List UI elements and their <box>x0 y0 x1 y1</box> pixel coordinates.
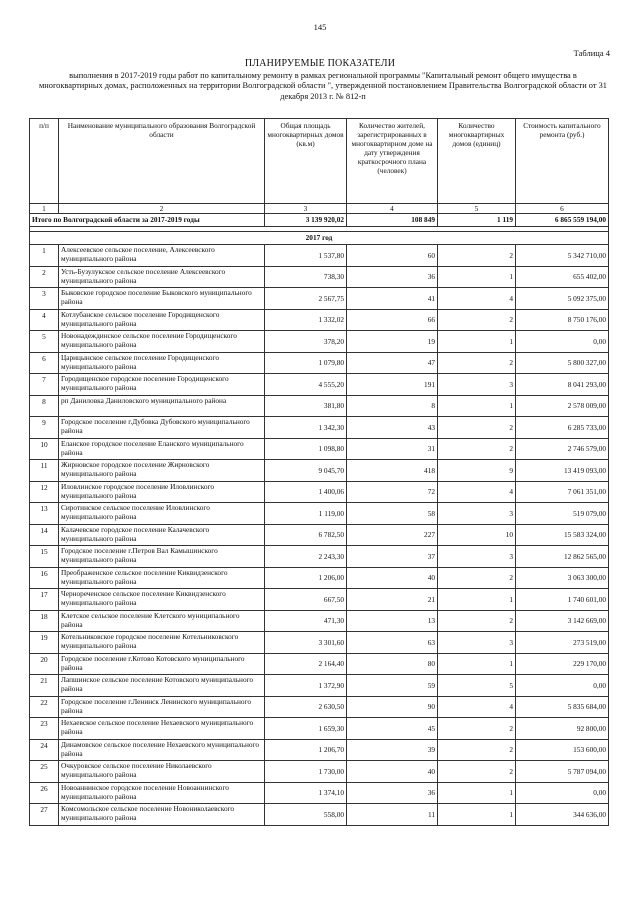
cost-value: 0,00 <box>516 675 609 697</box>
houses-value: 2 <box>438 309 516 331</box>
residents-value: 72 <box>347 481 438 503</box>
table-row <box>30 503 609 525</box>
document-subtitle: выполнения в 2017-2019 годы работ по капитальному ремонту в рамках региональной программы "Капитальный ремонт общего имущества в многоквартирных домах, расположенных на территории Волгоградской области ", утвержденной постановлением Правительства Волгоградской области от 31 декабря 2013 г. № 812-п <box>38 71 607 101</box>
row-number: 11 <box>30 460 59 482</box>
area-value: 381,80 <box>265 395 347 417</box>
municipality-name: Быковское городское поселение Быковского муниципального района <box>59 288 265 310</box>
municipality-name: Динамовское сельское поселение Нехаевского муниципального района <box>59 739 265 761</box>
cost-value: 519 079,00 <box>516 503 609 525</box>
row-number: 23 <box>30 718 59 740</box>
residents-value: 191 <box>347 374 438 396</box>
area-value: 1 206,00 <box>265 567 347 589</box>
row-number: 27 <box>30 804 59 826</box>
residents-value: 60 <box>347 245 438 267</box>
table-row <box>30 374 609 396</box>
column-number: 6 <box>516 204 609 214</box>
municipality-name: Городское поселение г.Ленинск Ленинского муниципального района <box>59 696 265 718</box>
municipality-name: Городское поселение г.Петров Вал Камышинского муниципального района <box>59 546 265 568</box>
table-row <box>30 653 609 675</box>
table-row <box>30 804 609 826</box>
area-value: 1 730,00 <box>265 761 347 783</box>
municipality-name: Чернореченское сельское поселение Киквидзенского муниципального района <box>59 589 265 611</box>
row-number: 12 <box>30 481 59 503</box>
table-row <box>30 610 609 632</box>
document-title: ПЛАНИРУЕМЫЕ ПОКАЗАТЕЛИ <box>244 58 396 69</box>
area-value: 3 301,60 <box>265 632 347 654</box>
residents-value: 227 <box>347 524 438 546</box>
residents-value: 63 <box>347 632 438 654</box>
row-number: 16 <box>30 567 59 589</box>
column-number: 4 <box>347 204 438 214</box>
row-number: 24 <box>30 739 59 761</box>
table-row <box>30 718 609 740</box>
municipality-name: рп Даниловка Даниловского муниципального района <box>59 395 265 417</box>
residents-value: 13 <box>347 610 438 632</box>
row-number: 3 <box>30 288 59 310</box>
column-number: 5 <box>438 204 516 214</box>
cost-value: 92 800,00 <box>516 718 609 740</box>
column-header-cost: Стоимость капитального ремонта (руб.) <box>516 119 609 204</box>
row-number: 21 <box>30 675 59 697</box>
residents-value: 31 <box>347 438 438 460</box>
residents-value: 11 <box>347 804 438 826</box>
row-number: 2 <box>30 266 59 288</box>
total-cost: 6 865 559 194,00 <box>516 214 609 227</box>
houses-value: 2 <box>438 417 516 439</box>
cost-value: 5 835 684,00 <box>516 696 609 718</box>
municipality-name: Еланское городское поселение Еланского муниципального района <box>59 438 265 460</box>
table-row <box>30 352 609 374</box>
area-value: 1 374,10 <box>265 782 347 804</box>
cost-value: 0,00 <box>516 331 609 353</box>
houses-value: 2 <box>438 739 516 761</box>
page-number: 145 <box>313 22 327 32</box>
area-value: 667,50 <box>265 589 347 611</box>
houses-value: 3 <box>438 632 516 654</box>
residents-value: 66 <box>347 309 438 331</box>
residents-value: 90 <box>347 696 438 718</box>
municipality-name: Клетское сельское поселение Клетского муниципального района <box>59 610 265 632</box>
houses-value: 1 <box>438 653 516 675</box>
houses-value: 3 <box>438 374 516 396</box>
column-header-houses: Количество многоквартирных домов (единиц) <box>438 119 516 204</box>
row-number: 26 <box>30 782 59 804</box>
row-number: 17 <box>30 589 59 611</box>
table-row <box>30 288 609 310</box>
column-header-area: Общая площадь многоквартирных домов (кв.м) <box>265 119 347 204</box>
column-numbers-row <box>30 204 609 214</box>
houses-value: 1 <box>438 589 516 611</box>
houses-value: 3 <box>438 503 516 525</box>
total-label: Итого по Волгоградской области за 2017-2019 годы <box>30 214 265 227</box>
municipality-name: Нехаевское сельское поселение Нехаевского муниципального района <box>59 718 265 740</box>
cost-value: 1 740 601,00 <box>516 589 609 611</box>
municipality-name: Жирновское городское поселение Жирновского муниципального района <box>59 460 265 482</box>
houses-value: 2 <box>438 610 516 632</box>
area-value: 1 098,80 <box>265 438 347 460</box>
table-row <box>30 460 609 482</box>
municipality-name: Калачевское городское поселение Калачевского муниципального района <box>59 524 265 546</box>
table-row <box>30 761 609 783</box>
area-value: 2 567,75 <box>265 288 347 310</box>
residents-value: 418 <box>347 460 438 482</box>
residents-value: 40 <box>347 761 438 783</box>
area-value: 1 079,80 <box>265 352 347 374</box>
houses-value: 9 <box>438 460 516 482</box>
houses-value: 2 <box>438 761 516 783</box>
table-row <box>30 782 609 804</box>
area-value: 378,20 <box>265 331 347 353</box>
municipality-name: Алексеевское сельское поселение, Алексеевского муниципального района <box>59 245 265 267</box>
row-number: 1 <box>30 245 59 267</box>
municipality-name: Лапшинское сельское поселение Котовского муниципального района <box>59 675 265 697</box>
row-number: 5 <box>30 331 59 353</box>
column-header-number: п/п <box>30 119 59 204</box>
row-number: 7 <box>30 374 59 396</box>
column-number: 3 <box>265 204 347 214</box>
houses-value: 1 <box>438 266 516 288</box>
municipality-name: Сиротинское сельское поселение Иловлинского муниципального района <box>59 503 265 525</box>
cost-value: 6 285 733,00 <box>516 417 609 439</box>
table-row <box>30 417 609 439</box>
row-number: 18 <box>30 610 59 632</box>
residents-value: 8 <box>347 395 438 417</box>
table-row <box>30 266 609 288</box>
cost-value: 8 750 176,00 <box>516 309 609 331</box>
cost-value: 5 342 710,00 <box>516 245 609 267</box>
houses-value: 1 <box>438 331 516 353</box>
houses-value: 1 <box>438 782 516 804</box>
houses-value: 2 <box>438 245 516 267</box>
row-number: 25 <box>30 761 59 783</box>
municipality-name: Иловлинское городское поселение Иловлинского муниципального района <box>59 481 265 503</box>
houses-value: 2 <box>438 438 516 460</box>
houses-value: 10 <box>438 524 516 546</box>
table-row <box>30 589 609 611</box>
municipality-name: Котлубанское сельское поселение Городищенского муниципального района <box>59 309 265 331</box>
residents-value: 36 <box>347 266 438 288</box>
table-row <box>30 567 609 589</box>
column-number: 1 <box>30 204 59 214</box>
row-number: 10 <box>30 438 59 460</box>
residents-value: 19 <box>347 331 438 353</box>
cost-value: 8 041 293,00 <box>516 374 609 396</box>
total-row <box>30 214 609 227</box>
column-header-municipality: Наименование муниципального образования Волгоградской области <box>59 119 265 204</box>
municipality-name: Городское поселение г.Дубовка Дубовского муниципального района <box>59 417 265 439</box>
table-label: Таблица 4 <box>573 48 610 58</box>
total-residents: 108 849 <box>347 214 438 227</box>
municipality-name: Новоаннинское городское поселение Новоаннинского муниципального района <box>59 782 265 804</box>
municipality-name: Городищенское городское поселение Городищенского муниципального района <box>59 374 265 396</box>
cost-value: 3 142 669,00 <box>516 610 609 632</box>
houses-value: 5 <box>438 675 516 697</box>
table-row <box>30 331 609 353</box>
table-row <box>30 395 609 417</box>
municipality-name: Очкуровское сельское поселение Николаевского муниципального района <box>59 761 265 783</box>
table-row <box>30 675 609 697</box>
cost-value: 153 600,00 <box>516 739 609 761</box>
municipality-name: Преображенское сельское поселение Киквидзенского муниципального района <box>59 567 265 589</box>
residents-value: 36 <box>347 782 438 804</box>
residents-value: 37 <box>347 546 438 568</box>
cost-value: 3 063 300,00 <box>516 567 609 589</box>
residents-value: 45 <box>347 718 438 740</box>
row-number: 20 <box>30 653 59 675</box>
cost-value: 12 862 565,00 <box>516 546 609 568</box>
row-number: 9 <box>30 417 59 439</box>
area-value: 2 243,30 <box>265 546 347 568</box>
total-houses: 1 119 <box>438 214 516 227</box>
area-value: 1 332,02 <box>265 309 347 331</box>
cost-value: 5 800 327,00 <box>516 352 609 374</box>
table-row <box>30 696 609 718</box>
residents-value: 58 <box>347 503 438 525</box>
row-number: 4 <box>30 309 59 331</box>
cost-value: 15 583 324,00 <box>516 524 609 546</box>
row-number: 19 <box>30 632 59 654</box>
row-number: 13 <box>30 503 59 525</box>
cost-value: 0,00 <box>516 782 609 804</box>
houses-value: 1 <box>438 804 516 826</box>
year-label: 2017 год <box>30 232 609 245</box>
year-row <box>30 232 609 245</box>
area-value: 1 400,06 <box>265 481 347 503</box>
row-number: 6 <box>30 352 59 374</box>
area-value: 2 164,40 <box>265 653 347 675</box>
row-number: 8 <box>30 395 59 417</box>
residents-value: 59 <box>347 675 438 697</box>
total-area: 3 139 920,02 <box>265 214 347 227</box>
residents-value: 40 <box>347 567 438 589</box>
houses-value: 4 <box>438 696 516 718</box>
table-row <box>30 438 609 460</box>
column-number: 2 <box>59 204 265 214</box>
cost-value: 273 519,00 <box>516 632 609 654</box>
residents-value: 43 <box>347 417 438 439</box>
area-value: 738,30 <box>265 266 347 288</box>
houses-value: 4 <box>438 481 516 503</box>
table-row <box>30 546 609 568</box>
table-header-row <box>30 119 609 204</box>
table-row <box>30 524 609 546</box>
residents-value: 21 <box>347 589 438 611</box>
cost-value: 7 061 351,00 <box>516 481 609 503</box>
area-value: 2 630,50 <box>265 696 347 718</box>
municipality-name: Котельниковское городское поселение Котельниковского муниципального района <box>59 632 265 654</box>
area-value: 1 659,30 <box>265 718 347 740</box>
cost-value: 344 636,00 <box>516 804 609 826</box>
area-value: 1 342,30 <box>265 417 347 439</box>
cost-value: 5 092 375,00 <box>516 288 609 310</box>
houses-value: 4 <box>438 288 516 310</box>
area-value: 1 119,00 <box>265 503 347 525</box>
cost-value: 5 787 094,00 <box>516 761 609 783</box>
houses-value: 2 <box>438 352 516 374</box>
municipality-name: Усть-Бузулукское сельское поселение Алексеевского муниципального района <box>59 266 265 288</box>
cost-value: 13 419 093,00 <box>516 460 609 482</box>
row-number: 15 <box>30 546 59 568</box>
municipality-name: Комсомольское сельское поселение Новониколаевского муниципального района <box>59 804 265 826</box>
table-row <box>30 739 609 761</box>
area-value: 471,30 <box>265 610 347 632</box>
houses-value: 3 <box>438 546 516 568</box>
capital-repair-table <box>29 118 609 826</box>
houses-value: 1 <box>438 395 516 417</box>
municipality-name: Городское поселение г.Котово Котовского муниципального района <box>59 653 265 675</box>
area-value: 558,00 <box>265 804 347 826</box>
residents-value: 39 <box>347 739 438 761</box>
residents-value: 80 <box>347 653 438 675</box>
area-value: 1 372,90 <box>265 675 347 697</box>
cost-value: 2 746 579,00 <box>516 438 609 460</box>
row-number: 14 <box>30 524 59 546</box>
cost-value: 655 402,00 <box>516 266 609 288</box>
residents-value: 41 <box>347 288 438 310</box>
area-value: 6 782,50 <box>265 524 347 546</box>
houses-value: 2 <box>438 567 516 589</box>
area-value: 1 537,80 <box>265 245 347 267</box>
table-row <box>30 309 609 331</box>
table-row <box>30 632 609 654</box>
area-value: 9 045,70 <box>265 460 347 482</box>
cost-value: 2 578 009,00 <box>516 395 609 417</box>
table-row <box>30 481 609 503</box>
table-row <box>30 245 609 267</box>
row-number: 22 <box>30 696 59 718</box>
municipality-name: Царицынское сельское поселение Городищенского муниципального района <box>59 352 265 374</box>
column-header-residents: Количество жителей, зарегистрированных в многоквартирном доме на дату утверждения краткосрочного плана (человек) <box>347 119 438 204</box>
area-value: 1 206,70 <box>265 739 347 761</box>
houses-value: 2 <box>438 718 516 740</box>
area-value: 4 555,20 <box>265 374 347 396</box>
residents-value: 47 <box>347 352 438 374</box>
municipality-name: Новонадеждинское сельское поселение Городищенского муниципального района <box>59 331 265 353</box>
cost-value: 229 170,00 <box>516 653 609 675</box>
